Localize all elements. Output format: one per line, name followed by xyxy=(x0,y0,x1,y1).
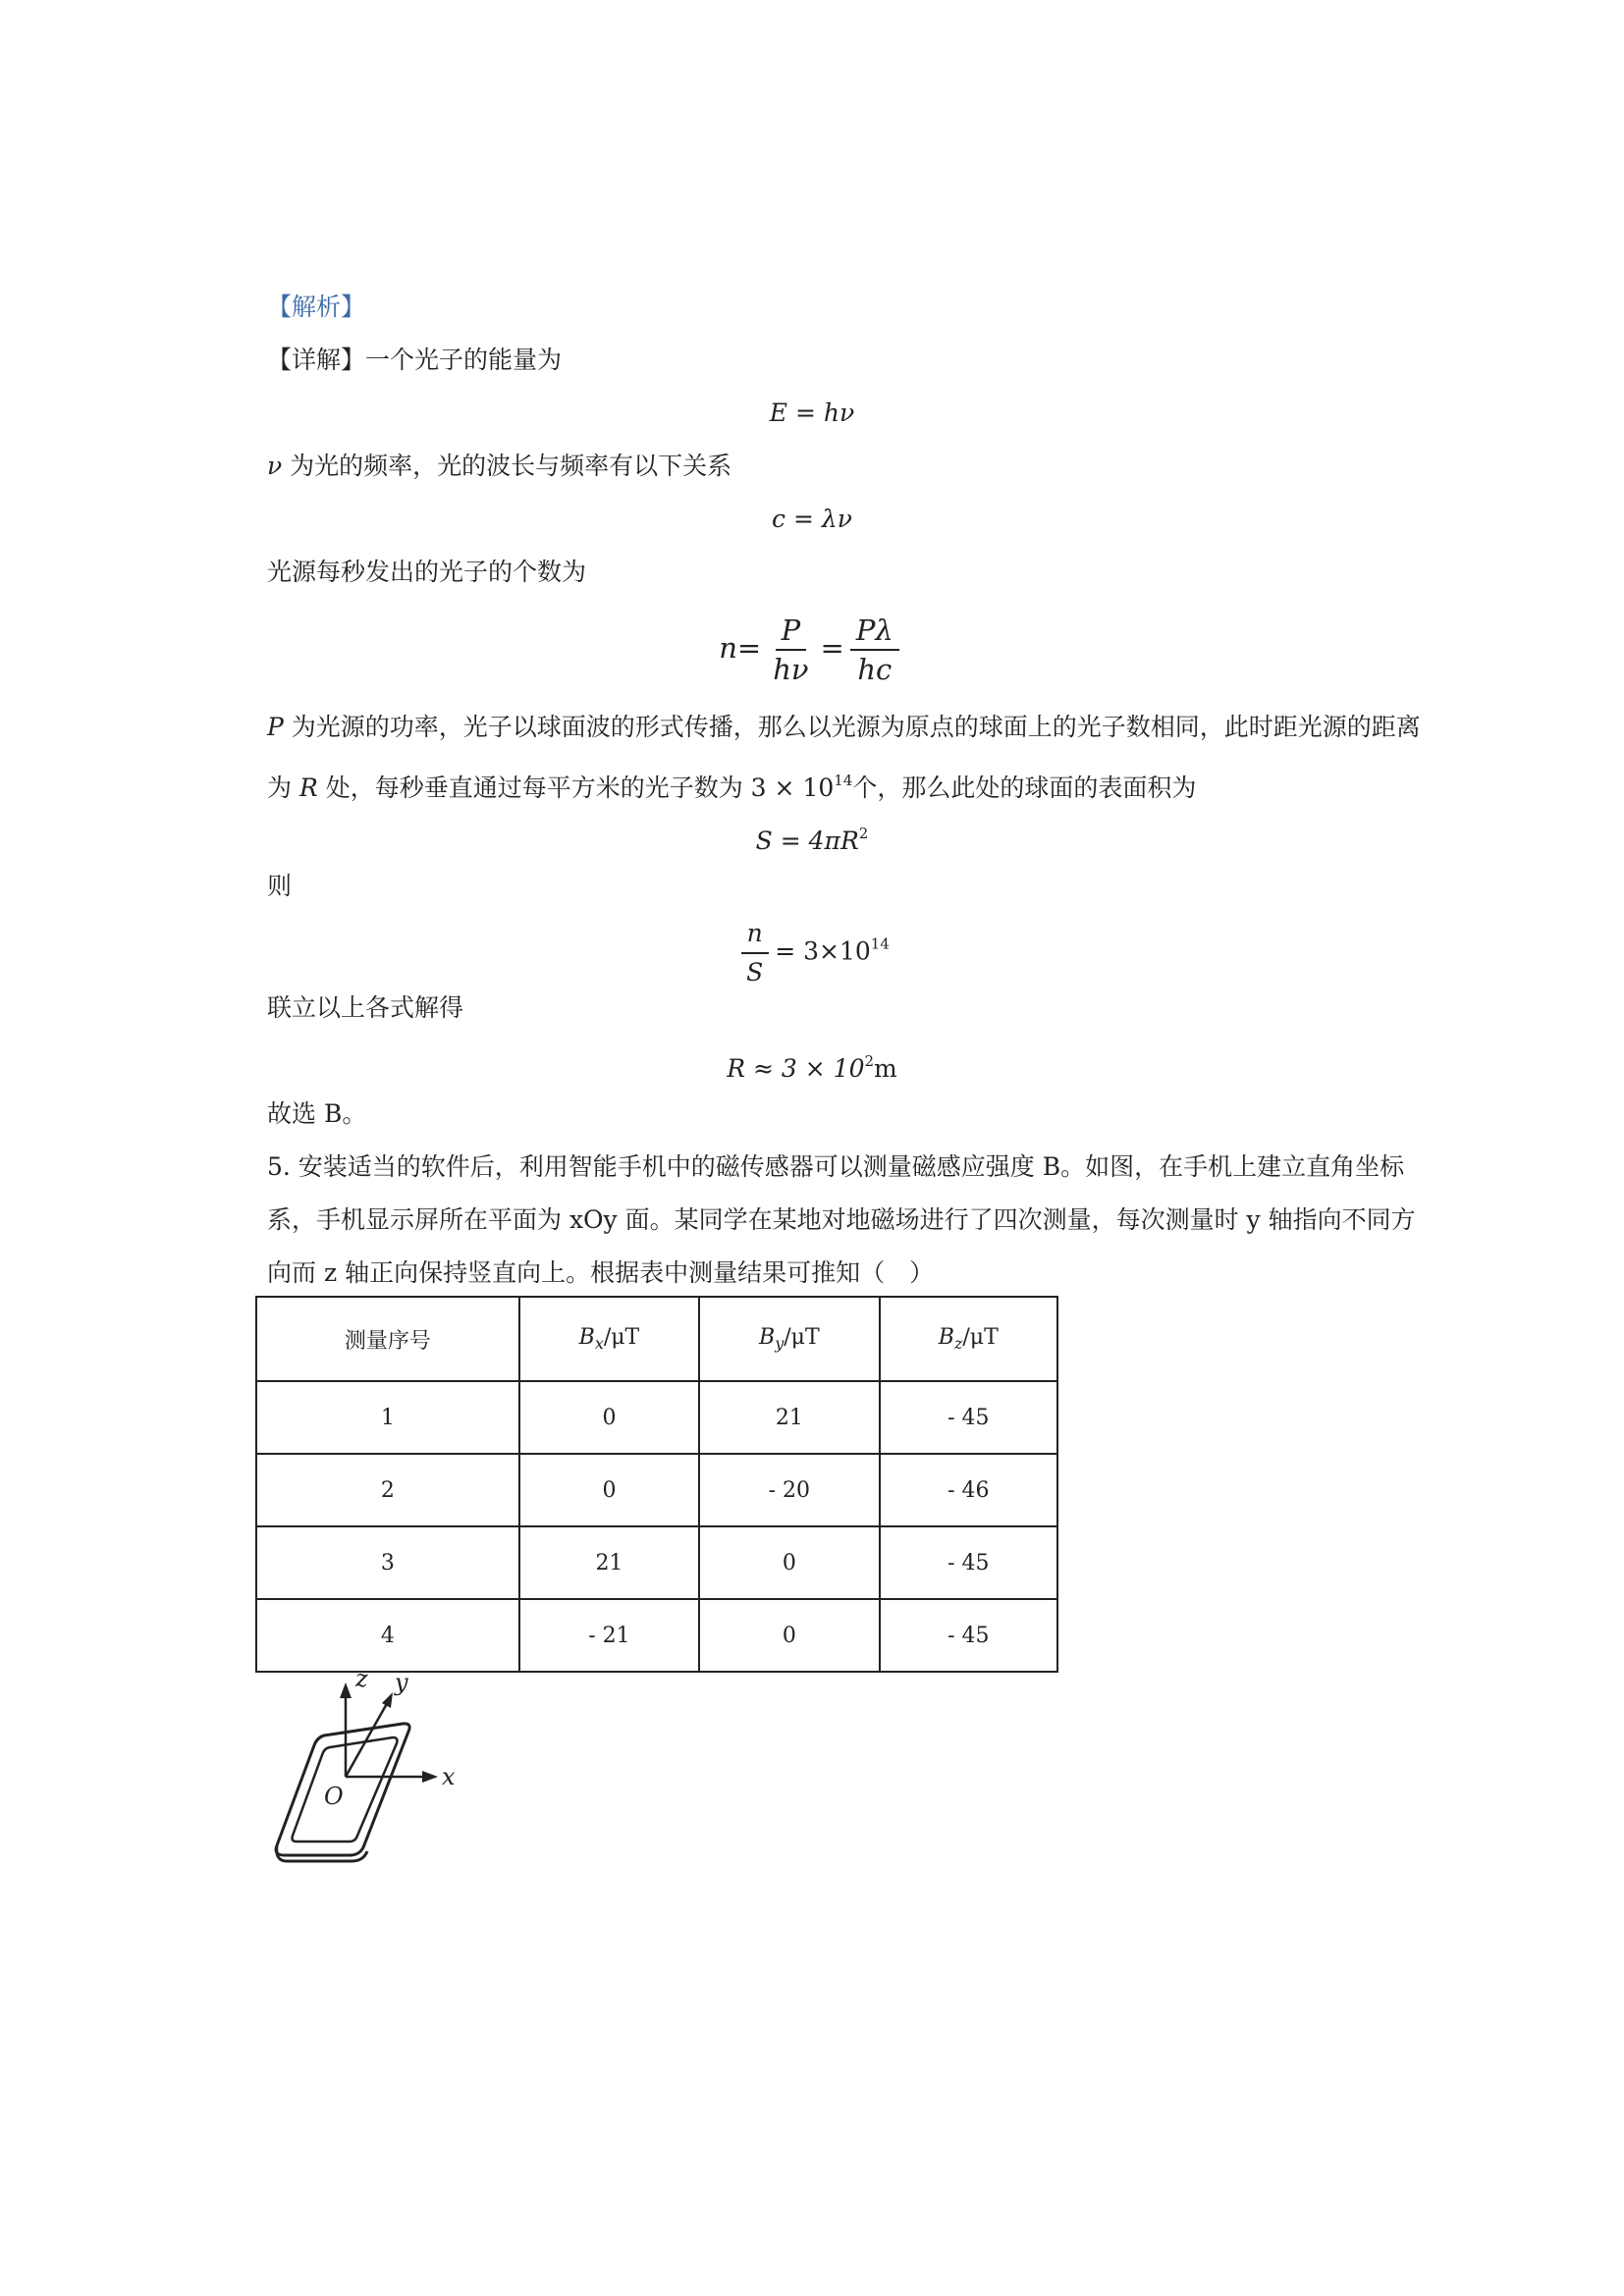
power-line-2-text: 为 xyxy=(267,774,299,802)
equation-density-text: = 3×10 xyxy=(775,936,871,966)
photon-count-line xyxy=(267,556,586,589)
table-row xyxy=(256,1526,1057,1599)
equation-result-text: R ≈ 3 × 10 xyxy=(727,1054,865,1083)
header-bz-text-2: z xyxy=(953,1334,963,1353)
power-line-2-text-4: 个，那么此处的球面的表面积为 xyxy=(852,774,1197,802)
measurement-table xyxy=(255,1296,1058,1673)
table-cell-5: 2 xyxy=(256,1454,519,1526)
power-text: 为光源的功率，光子以球面波的形式传播，那么以光源为原点的球面上的光子数相同，此时距光源的距离 xyxy=(283,713,1421,741)
answer-line-text: 故选 B。 xyxy=(267,1099,367,1128)
power-line-2 xyxy=(267,764,1196,805)
table-cell-11: 0 xyxy=(699,1526,879,1599)
z-arrow-icon xyxy=(340,1682,352,1698)
detail-text: 一个光子的能量为 xyxy=(365,346,563,374)
table-cell-15: 0 xyxy=(699,1599,879,1672)
equation-wavelength-text: c = λν xyxy=(772,505,852,533)
x-label: x xyxy=(442,1763,456,1790)
z-label: z xyxy=(355,1669,368,1692)
answer-line xyxy=(267,1097,366,1131)
equation-photon-number: n= $\frac{P}{h\nu}$ = $\frac{P\lambda}{hc}$ xyxy=(0,614,1624,686)
ze-line xyxy=(267,870,292,903)
fraction-p-over-hnu xyxy=(767,614,814,686)
table-cell-3: 21 xyxy=(699,1381,879,1454)
header-bx-text: B xyxy=(578,1325,595,1350)
eq3-lhs: n xyxy=(719,631,737,665)
question-5-line-3-text: 向而 z 轴正向保持竖直向上。根据表中测量结果可推知（ ） xyxy=(267,1258,935,1287)
power-line-2-text-2: 处，每秒垂直通过每平方米的光子数为 3 × 10 xyxy=(317,774,835,802)
x-arrow-icon xyxy=(422,1771,438,1783)
origin-label: O xyxy=(324,1783,344,1810)
header-bz-text: B xyxy=(938,1325,954,1350)
fraction-p-over-hnu-den: hν xyxy=(773,653,809,686)
detail-line xyxy=(267,344,562,377)
equation-density xyxy=(0,917,1624,989)
question-5-line-2 xyxy=(267,1203,1416,1237)
table-cell-4: - 45 xyxy=(880,1381,1057,1454)
power-line-1 xyxy=(267,711,1421,744)
header-by xyxy=(699,1297,879,1381)
equation-sphere-area-text: S = 4πR xyxy=(755,827,859,855)
question-5-line-1-text: 5. 安装适当的软件后，利用智能手机中的磁传感器可以测量磁感应强度 B。如图，在手机上建立直角坐标 xyxy=(267,1152,1405,1181)
table-cell-8: - 46 xyxy=(880,1454,1057,1526)
table-cell: 1 xyxy=(256,1381,519,1454)
equation-photon-energy xyxy=(0,397,1624,430)
equation-sphere-area-text-2: 2 xyxy=(858,825,869,842)
y-label: y xyxy=(395,1669,408,1696)
question-5-line-3 xyxy=(267,1256,934,1290)
header-by-text-3: /μT xyxy=(784,1325,820,1350)
table-cell-12: - 45 xyxy=(880,1526,1057,1599)
detail-label: 【详解】 xyxy=(267,346,366,374)
fraction-n-over-s-den: S xyxy=(746,958,764,987)
header-bx-text-2: x xyxy=(594,1334,604,1353)
header-by-text-2: y xyxy=(775,1334,785,1353)
equation-sphere-area xyxy=(0,817,1624,858)
header-bx xyxy=(519,1297,699,1381)
fraction-n-over-s xyxy=(740,917,769,989)
equation-result-text-2: 2 xyxy=(864,1052,875,1070)
phone-axes-figure xyxy=(265,1669,461,1865)
fraction-n-over-s-num: n xyxy=(741,917,769,954)
header-bz xyxy=(880,1297,1057,1381)
analysis-heading xyxy=(267,291,365,324)
y-arrow-icon xyxy=(382,1692,393,1708)
table-cell-14: - 21 xyxy=(519,1599,699,1672)
table-cell-9: 3 xyxy=(256,1526,519,1599)
power-line-2-text-3: 14 xyxy=(834,772,853,789)
equation-wavelength xyxy=(0,503,1624,536)
table-cell-6: 0 xyxy=(519,1454,699,1526)
header-index-text: 测量序号 xyxy=(344,1328,431,1354)
fraction-plambda-over-hc-num: Pλ xyxy=(850,614,899,651)
analysis-label: 【解析】 xyxy=(267,293,366,321)
nu-symbol: ν xyxy=(267,452,283,480)
table-cell-16: - 45 xyxy=(880,1599,1057,1672)
equation-result xyxy=(0,1044,1624,1086)
table-cell-10: 21 xyxy=(519,1526,699,1599)
frequency-line xyxy=(267,450,731,483)
photon-count-text: 光源每秒发出的光子的个数为 xyxy=(267,558,587,586)
table-cell-2: 0 xyxy=(519,1381,699,1454)
fraction-p-over-hnu-num: P xyxy=(776,614,807,651)
header-by-text: B xyxy=(759,1325,776,1350)
table-cell-7: - 20 xyxy=(699,1454,879,1526)
p-symbol: P xyxy=(267,713,284,741)
fraction-plambda-over-hc xyxy=(850,614,899,686)
question-5-line-1 xyxy=(267,1150,1404,1184)
equation-photon-energy-text: E = hν xyxy=(769,399,855,427)
equation-density-text-2: 14 xyxy=(870,934,890,953)
table-row xyxy=(256,1599,1057,1672)
header-bx-text-3: /μT xyxy=(603,1325,640,1350)
equation-result-text-3: m xyxy=(874,1054,897,1083)
frequency-text: 为光的频率，光的波长与频率有以下关系 xyxy=(282,452,732,480)
r-symbol: R xyxy=(298,774,318,802)
table-header-row xyxy=(256,1297,1057,1381)
lianli-line xyxy=(267,991,463,1025)
phone-edge xyxy=(277,1845,367,1861)
header-index xyxy=(256,1297,519,1381)
fraction-plambda-over-hc-den: hc xyxy=(857,653,893,686)
table-row xyxy=(256,1454,1057,1526)
header-bz-text-3: /μT xyxy=(962,1325,999,1350)
table-row xyxy=(256,1381,1057,1454)
lianli-line-text: 联立以上各式解得 xyxy=(267,993,464,1022)
ze-line-text: 则 xyxy=(267,872,293,900)
question-5-line-2-text: 系，手机显示屏所在平面为 xOy 面。某同学在某地对地磁场进行了四次测量，每次测量时 y 轴指向不同方 xyxy=(267,1205,1416,1234)
table-cell-13: 4 xyxy=(256,1599,519,1672)
